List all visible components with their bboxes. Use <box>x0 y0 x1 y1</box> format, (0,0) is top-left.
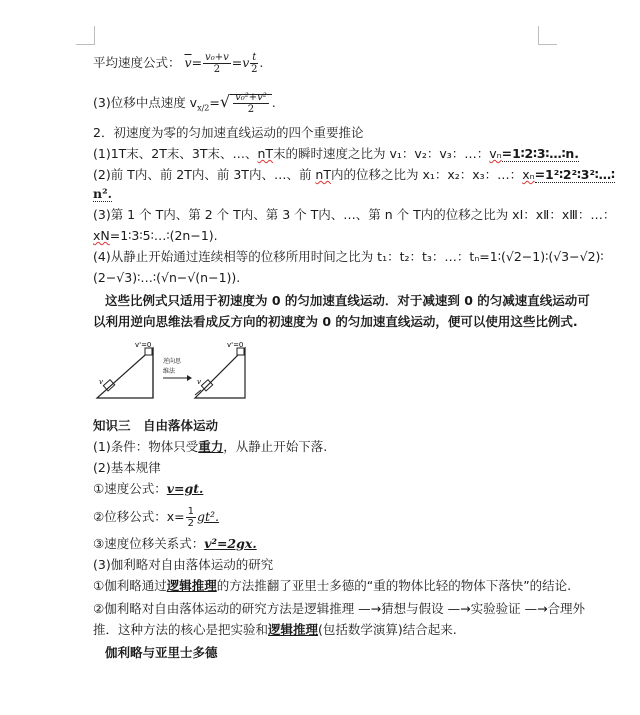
label-v-right: v <box>197 378 201 386</box>
label-v0-left: v'=0 <box>135 341 152 349</box>
velocity-displacement-formula: ③速度位移关系式：v²=2gx. <box>93 536 257 551</box>
block-left <box>103 380 114 391</box>
inference-4-cont: (2−√3)∶…∶(√n−√(n−1)). <box>93 270 241 285</box>
basic-laws: (2)基本规律 <box>93 460 161 475</box>
knowledge-3-title: 知识三 自由落体运动 <box>93 418 219 433</box>
arrow-icon <box>187 375 192 381</box>
inference-2: (2)前 T内、前 2T内、前 3T内、…、前 nT内的位移之比为 x₁：x₂：x₃：…：xₙ=1²∶2²∶3²∶…∶ <box>93 167 615 182</box>
inference-1: (1)1T末、2T末、3T末、…、nT末的瞬时速度之比为 v₁：v₂：v₃：…：vₙ=1∶2∶3∶…∶n. <box>93 146 580 161</box>
block-top-right <box>237 348 244 355</box>
velocity-formula: ①速度公式：v=gt. <box>93 481 204 496</box>
free-fall-condition: (1)条件：物体只受重力，从静止开始下落. <box>93 439 328 454</box>
fraction: $\frac{\text{v₀+v}}{2}$ <box>205 52 229 75</box>
galileo-research: (3)伽利略对自由落体运动的研究 <box>93 557 274 572</box>
page-corner-mark-right <box>538 26 557 45</box>
galileo-point-2: ②伽利略对自由落体运动的研究方法是逻辑推理 —→猜想与假设 —→实验验证 —→合理外 <box>93 601 586 616</box>
midpoint-velocity-formula: (3)位移中点速度 $v_{x/2}=√$ $\frac{\text{v₀²+v²}}{2}$ . <box>93 92 276 115</box>
note-bold-2: 以利用逆向思维法看成反方向的初速度为 0 的匀加速直线运动，便可以使用这些比例式. <box>93 314 578 329</box>
inference-2-cont: n². <box>93 186 112 201</box>
page-corner-mark-left <box>76 26 95 45</box>
inference-3-cont: xN=1∶3∶5∶…∶(2n−1). <box>93 228 218 243</box>
inclined-plane-figure <box>95 340 255 402</box>
galileo-point-1: ①伽利略通过逻辑推理的方法推翻了亚里士多德的“重的物体比轻的物体下落快”的结论. <box>93 578 572 593</box>
label-v-left: v <box>99 378 103 386</box>
displacement-formula: ②位移公式：x= $\frac{1}{2}$ gt². <box>93 506 219 529</box>
avg-velocity-formula: 平均速度公式： $\overline{v}=$ $\frac{\text{v₀+v}}{2}$ =v $\frac{t}{2}$ . <box>93 52 264 75</box>
inference-4: (4)从静止开始通过连续相等的位移所用时间之比为 t₁：t₂：t₃：…：tₙ=1∶(√2−1)∶(√3−√2)∶ <box>93 249 604 264</box>
inference-3: (3)第 1 个 T内、第 2 个 T内、第 3 个 T内、…、第 n 个 T内的位移之比为 xⅠ：xⅡ：xⅢ：…： <box>93 207 616 222</box>
fraction: $\frac{t}{2}$ <box>251 52 258 75</box>
galileo-point-2-cont: 推．这种方法的核心是把实验和逻辑推理(包括数学演算)结合起来. <box>93 622 457 637</box>
label-v0-right: v'=0 <box>227 341 244 349</box>
section-heading-2: 2．初速度为零的匀加速直线运动的四个重要推论 <box>93 125 364 140</box>
block-top-left <box>145 348 152 355</box>
fraction: $\frac{\text{v₀²+v²}}{2}$ <box>235 92 267 115</box>
note-bold-1: 这些比例式只适用于初速度为 0 的匀加速直线运动．对于减速到 0 的匀减速直线运动可 <box>105 293 590 308</box>
label-reverse-2: 维法 <box>163 368 176 375</box>
fraction: $\frac{1}{2}$ <box>187 506 194 529</box>
galileo-aristotle-heading: 伽利略与亚里士多德 <box>105 645 218 660</box>
label-reverse-1: 逆向思 <box>163 358 182 365</box>
